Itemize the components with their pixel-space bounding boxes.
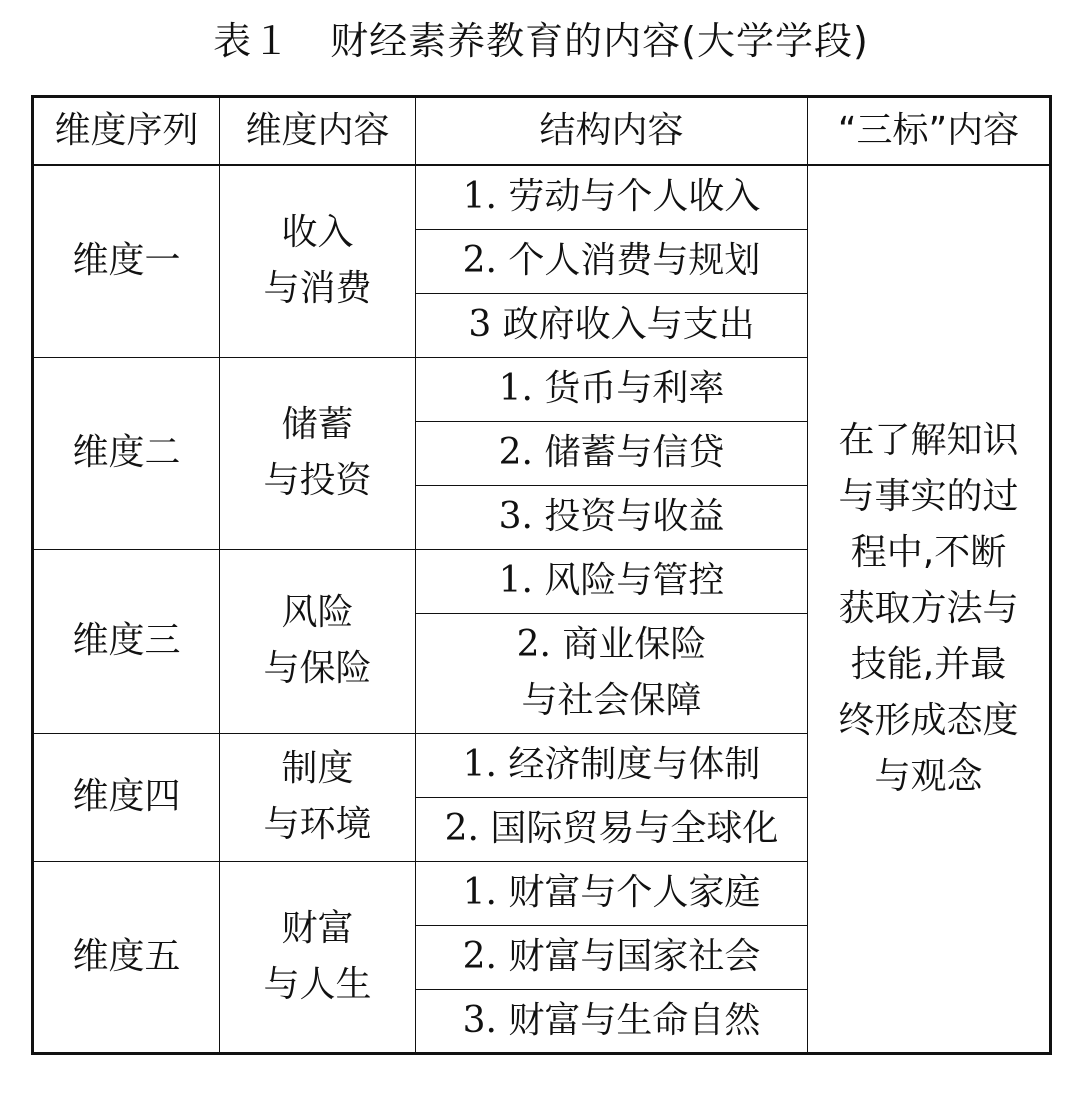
structure-item-line: 与社会保障: [521, 680, 702, 721]
header-dimension-seq: 维度序列: [33, 97, 220, 166]
dimension-content: [220, 165, 416, 357]
structure-item-line: 2. 商业保险: [516, 624, 707, 665]
three-standards-line: 在了解知识: [838, 419, 1019, 461]
dimension-content: [220, 549, 416, 733]
dimension-seq: 维度二: [33, 357, 220, 549]
dimension-seq: 维度四: [33, 733, 220, 861]
three-standards-content: [808, 165, 1051, 1053]
structure-item: 2. 国际贸易与全球化: [416, 797, 808, 861]
table-row: [33, 165, 1051, 229]
dimension-seq: 维度五: [33, 861, 220, 1053]
structure-item: 2. 个人消费与规划: [416, 229, 808, 293]
structure-item: 1. 风险与管控: [416, 549, 808, 613]
dimension-content-line: 与环境: [263, 804, 372, 845]
dimension-content-line: 与人生: [263, 963, 372, 1005]
dimension-content-line: 风险: [281, 592, 354, 633]
dimension-content-line: 与消费: [263, 268, 372, 310]
dimension-content: [220, 861, 416, 1053]
content-table: [31, 95, 1052, 1055]
structure-item: 3. 投资与收益: [416, 485, 808, 549]
dimension-content-line: 财富: [281, 907, 354, 949]
structure-item: 1. 货币与利率: [416, 357, 808, 421]
three-standards-line: 终形成态度: [838, 699, 1019, 741]
header-row: [33, 97, 1051, 166]
table-title: 表１ 财经素养教育的内容(大学学段): [213, 19, 869, 63]
dimension-content-line: 储蓄: [281, 404, 354, 445]
dimension-content-line: 收入: [281, 212, 354, 254]
header-three-standards: “三标”内容: [808, 97, 1051, 166]
dimension-content-line: 与保险: [263, 648, 372, 689]
three-standards-line: 程中,不断: [850, 531, 1007, 573]
structure-item: 1. 财富与个人家庭: [416, 861, 808, 925]
structure-item: 3. 财富与生命自然: [416, 989, 808, 1053]
structure-item: 3 政府收入与支出: [416, 293, 808, 357]
structure-item: 2. 财富与国家社会: [416, 925, 808, 989]
dimension-content-line: 与投资: [263, 460, 372, 501]
dimension-content-line: 制度: [281, 748, 354, 789]
header-structure-content: 结构内容: [416, 97, 808, 166]
structure-item: 2. 储蓄与信贷: [416, 421, 808, 485]
header-dimension-content: 维度内容: [220, 97, 416, 166]
structure-item: 1. 劳动与个人收入: [416, 165, 808, 229]
three-standards-line: 与观念: [874, 755, 983, 797]
three-standards-line: 与事实的过: [838, 475, 1019, 517]
three-standards-line: 技能,并最: [850, 643, 1007, 685]
dimension-seq: 维度一: [33, 165, 220, 357]
three-standards-line: 获取方法与: [838, 587, 1019, 629]
dimension-seq: 维度三: [33, 549, 220, 733]
dimension-content: [220, 357, 416, 549]
structure-item: 1. 经济制度与体制: [416, 733, 808, 797]
structure-item: [416, 613, 808, 733]
dimension-content: [220, 733, 416, 861]
